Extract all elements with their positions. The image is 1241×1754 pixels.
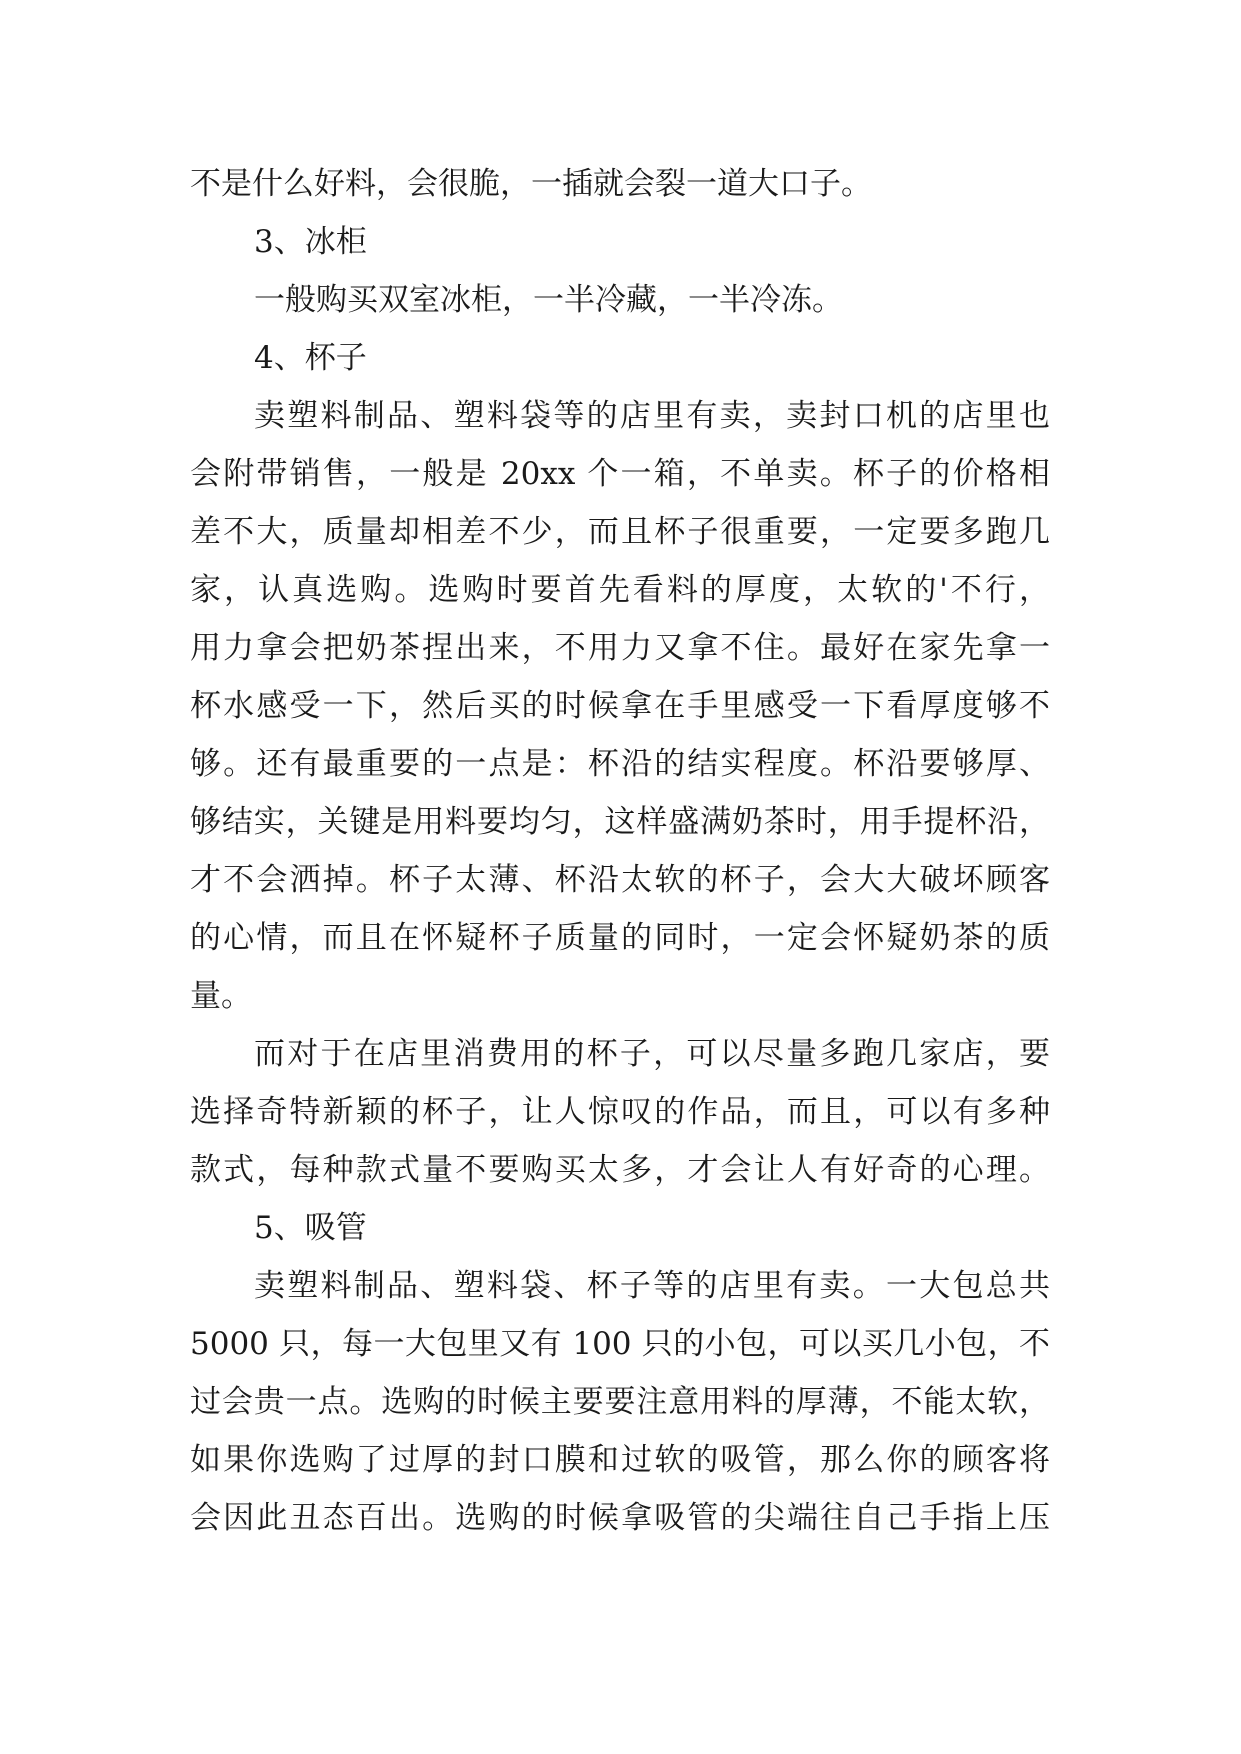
text-line: 杯水感受一下，然后买的时候拿在手里感受一下看厚度够不 — [190, 688, 1050, 724]
text-line: 过会贵一点。选购的时候主要要注意用料的厚薄，不能太软， — [190, 1384, 1050, 1420]
section-heading-cups: 4、杯子 — [254, 340, 367, 376]
text-line: 的心情，而且在怀疑杯子质量的同时，一定会怀疑奶茶的质 — [190, 920, 1050, 956]
text-line: 卖塑料制品、塑料袋、杯子等的店里有卖。一大包总共 — [254, 1268, 1050, 1304]
text-line: 款式，每种款式量不要购买太多，才会让人有好奇的心理。 — [190, 1152, 1050, 1188]
text-line: 够结实，关键是用料要均匀，这样盛满奶茶时，用手提杯沿， — [190, 804, 1050, 840]
section-heading-straws: 5、吸管 — [254, 1210, 367, 1246]
text-line: 而对于在店里消费用的杯子，可以尽量多跑几家店，要 — [254, 1036, 1050, 1072]
text-line: 才不会洒掉。杯子太薄、杯沿太软的杯子，会大大破坏顾客 — [190, 862, 1050, 898]
text-line: 会附带销售，一般是 20xx 个一箱，不单卖。杯子的价格相 — [190, 456, 1050, 492]
section-heading-freezer: 3、冰柜 — [254, 224, 367, 260]
text-line: 不是什么好料，会很脆，一插就会裂一道大口子。 — [190, 166, 872, 202]
text-line: 差不大，质量却相差不少，而且杯子很重要，一定要多跑几 — [190, 514, 1050, 550]
text-line: 5000 只，每一大包里又有 100 只的小包，可以买几小包，不 — [190, 1326, 1050, 1362]
text-line: 卖塑料制品、塑料袋等的店里有卖，卖封口机的店里也 — [254, 398, 1050, 434]
text-line: 够。还有最重要的一点是：杯沿的结实程度。杯沿要够厚、 — [190, 746, 1050, 782]
text-line: 家，认真选购。选购时要首先看料的厚度，太软的'不行， — [190, 572, 1050, 608]
text-line: 会因此丑态百出。选购的时候拿吸管的尖端往自己手指上压 — [190, 1500, 1050, 1536]
text-line: 如果你选购了过厚的封口膜和过软的吸管，那么你的顾客将 — [190, 1442, 1050, 1478]
text-line: 量。 — [190, 978, 252, 1014]
document-body — [190, 155, 1050, 1547]
text-line: 选择奇特新颖的杯子，让人惊叹的作品，而且，可以有多种 — [190, 1094, 1050, 1130]
text-line: 一般购买双室冰柜，一半冷藏，一半冷冻。 — [254, 282, 843, 318]
text-line: 用力拿会把奶茶捏出来，不用力又拿不住。最好在家先拿一 — [190, 630, 1050, 666]
